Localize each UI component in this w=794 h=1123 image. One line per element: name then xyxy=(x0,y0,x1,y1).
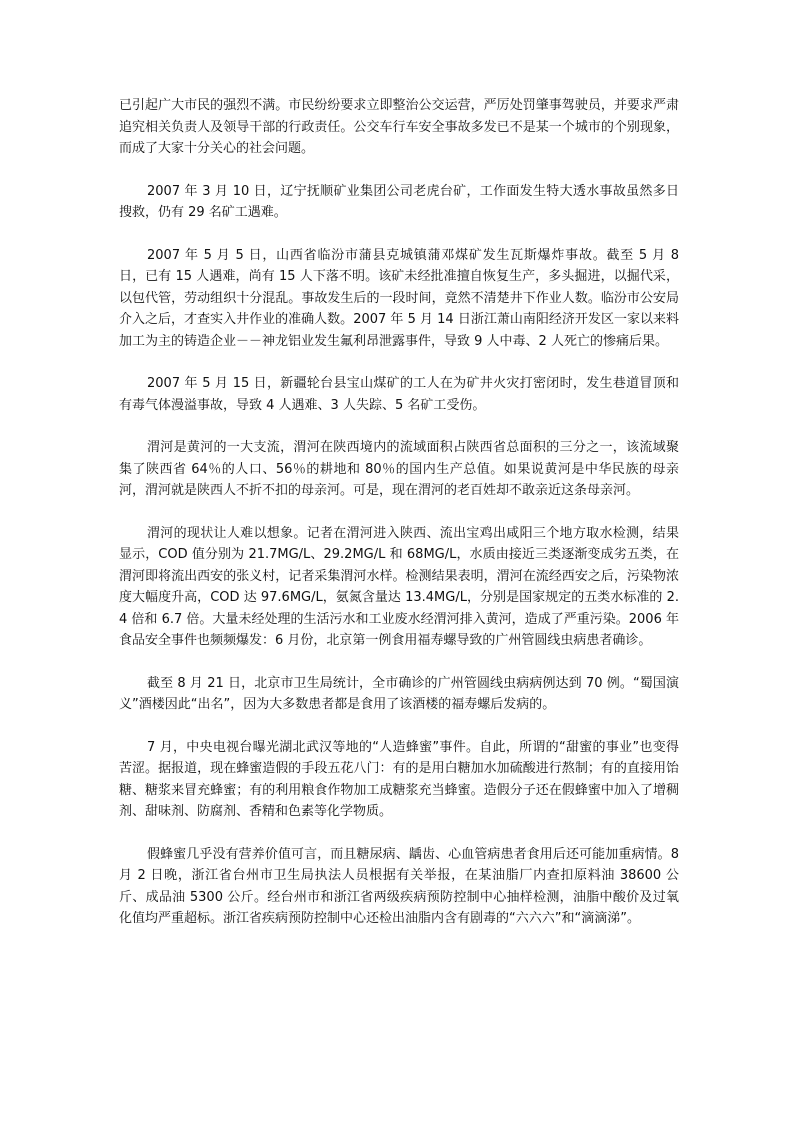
paragraph-fake-honey-oil: 假蜂蜜几乎没有营养价值可言，而且糖尿病、龋齿、心血管病患者食用后还可能加重病情。8 月 2 日晚，浙江省台州市卫生局执法人员根据有关举报，在某油脂厂内查扣原料油 38600 公斤、成品油 5300 公斤。经台州市和浙江省两级疾病预防控制中心抽样检测，油脂中酸价及过氧化值均严重超标。浙江省疾病预防控制中心还检出油脂内含有剧毒的“六六六”和“滴滴涕”。 xyxy=(119,846,679,926)
paragraph-public-transit-complaints: 已引起广大市民的强烈不满。市民纷纷要求立即整治公交运营，严厉处罚肇事驾驶员，并要求严肃追究相关负责人及领导干部的行政责任。公交车行车安全事故多发已不是某一个城市的个别现象，而成了大家十分关心的社会问题。 xyxy=(119,98,679,156)
document-body xyxy=(119,95,679,951)
paragraph-fake-honey: 7 月，中央电视台曝光湖北武汉等地的“人造蜂蜜”事件。自此，所谓的“甜蜜的事业”也变得苦涩。据报道，现在蜂蜜造假的手段五花八门：有的是用白糖加水加硫酸进行熬制；有的直接用饴糖、糖浆来冒充蜂蜜；有的利用粮食作物加工成糖浆充当蜂蜜。造假分子还在假蜂蜜中加入了增稠剂、甜味剂、防腐剂、香精和色素等化学物质。 xyxy=(119,739,679,819)
paragraph-baoshan-mine-fire: 2007 年 5 月 15 日，新疆轮台县宝山煤矿的工人在为矿井火灾打密闭时，发生巷道冒顶和有毒气体漫溢事故，导致 4 人遇难、3 人失踪、5 名矿工受伤。 xyxy=(119,376,679,413)
paragraph-weihe-river: 渭河是黄河的一大支流，渭河在陕西境内的流域面积占陕西省总面积的三分之一，该流域聚集了陕西省 64％的人口、56％的耕地和 80％的国内生产总值。如果说黄河是中华民族的母亲河，渭河就是陕西人不折不扣的母亲河。可是，现在渭河的老百姓却不敢亲近这条母亲河。 xyxy=(119,440,679,498)
paragraph-laohutai-flood: 2007 年 3 月 10 日，辽宁抚顺矿业集团公司老虎台矿，工作面发生特大透水事故虽然多日搜救，仍有 29 名矿工遇难。 xyxy=(119,183,679,220)
paragraph-pudeng-gas-explosion: 2007 年 5 月 5 日，山西省临汾市蒲县克城镇蒲邓煤矿发生瓦斯爆炸事故。截至 5 月 8 日，已有 15 人遇难，尚有 15 人下落不明。该矿未经批准擅自恢复生产，多头掘进，以掘代采，以包代管，劳动组织十分混乱。事故发生后的一段时间，竟然不清楚井下作业人数。临汾市公安局介入之后，才查实入井作业的准确人数。2007 年 5 月 14 日浙江萧山南阳经济开发区一家以来料加工为主的铸造企业－－神龙铝业发生氟利昂泄露事件，导致 9 人中毒、2 人死亡的惨痛后果。 xyxy=(119,247,679,349)
paragraph-weihe-pollution: 渭河的现状让人难以想象。记者在渭河进入陕西、流出宝鸡出咸阳三个地方取水检测，结果显示，COD 值分别为 21.7MG/L、29.2MG/L 和 68MG/L，水质由接近三类逐渐变成劣五类，在渭河即将流出西安的张义村，记者采集渭河水样。检测结果表明，渭河在流经西安之后，污染物浓度大幅度升高，COD 达 97.6MG/L，氨氮含量达 13.4MG/L，分别是国家规定的五类水标准的 2.4 倍和 6.7 倍。大量未经处理的生活污水和工业废水经渭河排入黄河，造成了严重污染。2006 年食品安全事件也频频爆发：6 月份，北京第一例食用福寿螺导致的广州管圆线虫病患者确诊。 xyxy=(119,525,679,648)
paragraph-angiostrongylus-cases: 截至 8 月 21 日，北京市卫生局统计，全市确诊的广州管圆线虫病病例达到 70 例。“蜀国演义”酒楼因此“出名”，因为大多数患者都是食用了该酒楼的福寿螺后发病的。 xyxy=(119,675,679,712)
